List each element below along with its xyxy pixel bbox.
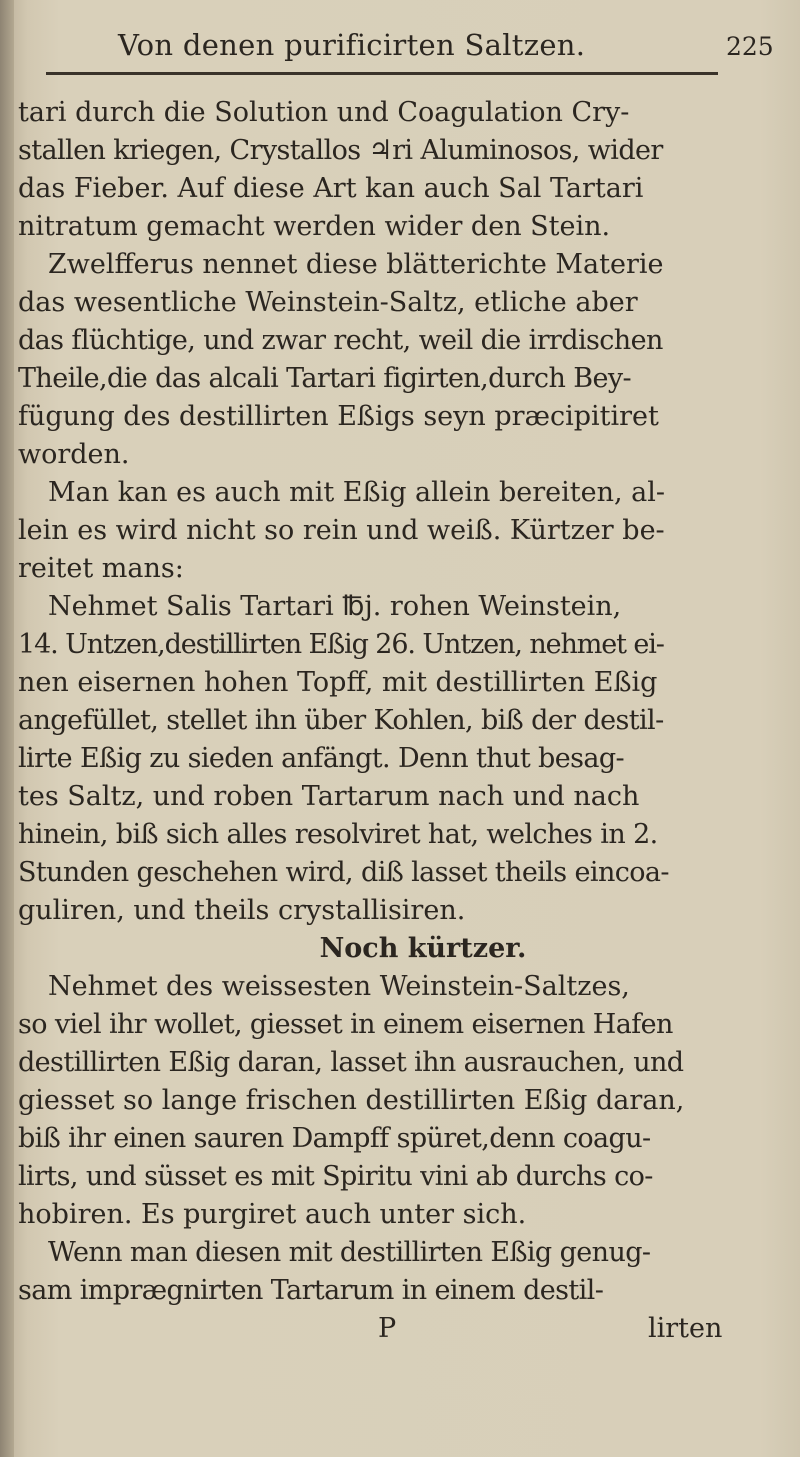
page-header bbox=[0, 22, 800, 78]
page-footer bbox=[18, 1310, 788, 1348]
text-line: nen eisernen hohen Topff, mit destillirten Eßig bbox=[18, 667, 658, 698]
text-line: Wenn man diesen mit destillirten Eßig genug- bbox=[48, 1237, 651, 1268]
page-number: 225 bbox=[726, 32, 774, 61]
text-line: fügung des destillirten Eßigs seyn præcipitiret bbox=[18, 401, 659, 432]
text-line: das flüchtige, und zwar recht, weil die irrdischen bbox=[18, 325, 663, 356]
signature-mark: P bbox=[378, 1313, 397, 1344]
text-line: hinein, biß sich alles resolviret hat, welches in 2. bbox=[18, 819, 658, 850]
running-title: Von denen purificirten Saltzen. bbox=[118, 28, 586, 62]
text-line: giesset so lange frischen destillirten Eßig daran, bbox=[18, 1085, 685, 1116]
text-line: nitratum gemacht werden wider den Stein. bbox=[18, 211, 611, 242]
text-line: so viel ihr wollet, giesset in einem eisernen Hafen bbox=[18, 1009, 673, 1040]
text-line: Nehmet des weissesten Weinstein-Saltzes, bbox=[48, 971, 630, 1002]
text-line: lirte Eßig zu sieden anfängt. Denn thut besag- bbox=[18, 743, 625, 774]
text-line: hobiren. Es purgiret auch unter sich. bbox=[18, 1199, 527, 1230]
text-line: worden. bbox=[18, 439, 130, 470]
text-line: guliren, und theils crystallisiren. bbox=[18, 895, 466, 926]
page-gutter-shadow bbox=[0, 0, 14, 1457]
text-line: Theile,die das alcali Tartari figirten,durch Bey- bbox=[18, 363, 632, 394]
text-line: stallen kriegen, Crystallos ♃ri Aluminosos, wider bbox=[18, 135, 663, 166]
text-line: biß ihr einen sauren Dampff spüret,denn coagu- bbox=[18, 1123, 651, 1154]
text-line: das wesentliche Weinstein-Saltz, etliche aber bbox=[18, 287, 638, 318]
text-line: Zwelfferus nennet diese blätterichte Materie bbox=[48, 249, 664, 280]
text-line: das Fieber. Auf diese Art kan auch Sal Tartari bbox=[18, 173, 644, 204]
text-line: Nehmet Salis Tartari ℔j. rohen Weinstein, bbox=[48, 591, 622, 622]
text-line: tes Saltz, und roben Tartarum nach und nach bbox=[18, 781, 640, 812]
text-line: sam imprægnirten Tartarum in einem destil- bbox=[18, 1275, 604, 1306]
text-line: Stunden geschehen wird, diß lasset theils eincoa- bbox=[18, 857, 669, 888]
header-rule bbox=[46, 72, 718, 75]
text-line: destillirten Eßig daran, lasset ihn ausrauchen, und bbox=[18, 1047, 684, 1078]
text-line: 14. Untzen,destillirten Eßig 26. Untzen, nehmet ei- bbox=[18, 629, 664, 660]
text-line: lein es wird nicht so rein und weiß. Kürtzer be- bbox=[18, 515, 665, 546]
section-heading: Noch kürtzer. bbox=[319, 933, 527, 964]
text-line: reitet mans: bbox=[18, 553, 184, 584]
text-line: angefüllet, stellet ihn über Kohlen, biß der destil- bbox=[18, 705, 664, 736]
text-line: tari durch die Solution und Coagulation Cry- bbox=[18, 97, 630, 128]
text-line: Man kan es auch mit Eßig allein bereiten, al- bbox=[48, 477, 666, 508]
body-text bbox=[18, 94, 788, 1348]
text-line: lirts, und süsset es mit Spiritu vini ab durchs co- bbox=[18, 1161, 653, 1192]
catchword: lirten bbox=[648, 1313, 723, 1344]
